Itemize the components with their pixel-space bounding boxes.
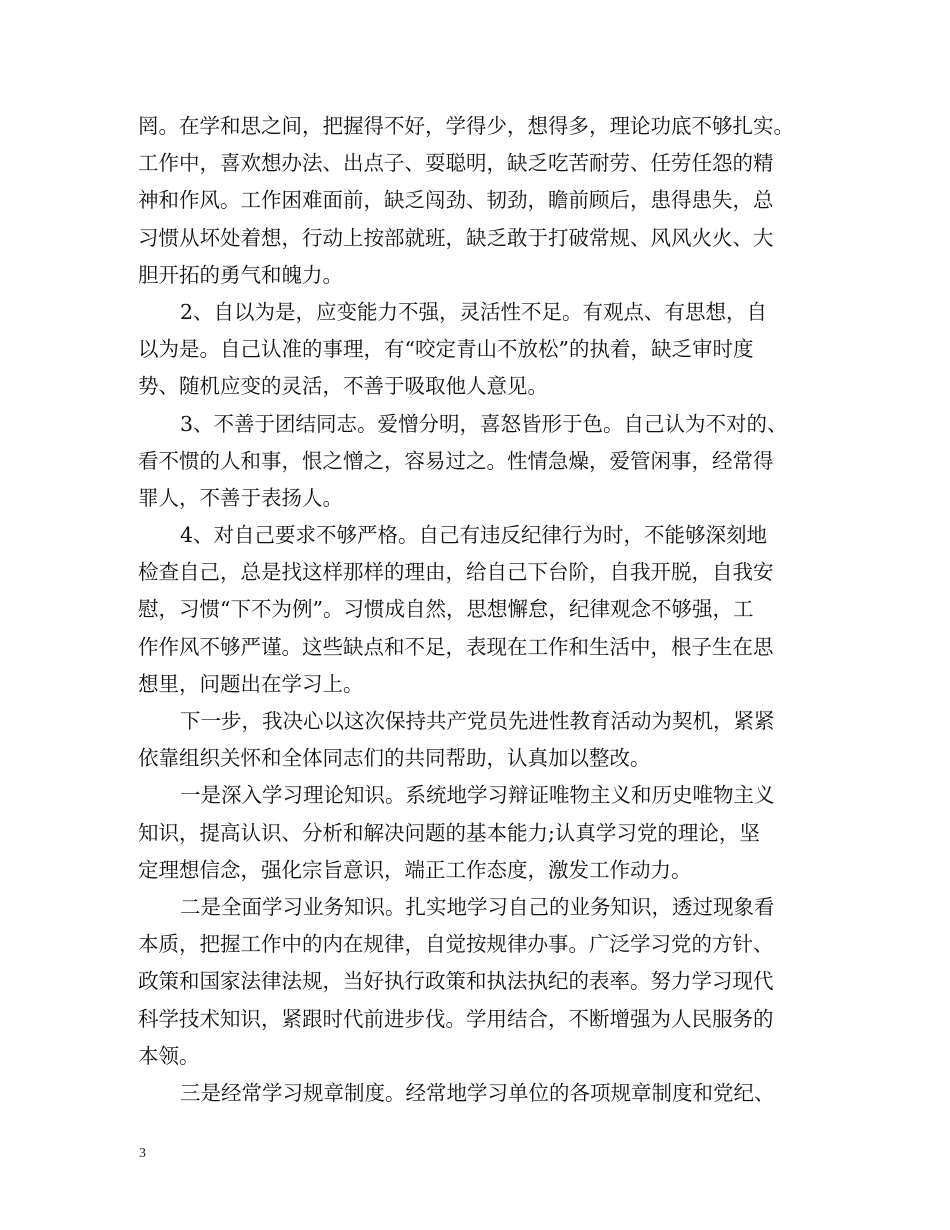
text-line: 二是全面学习业务知识。扎实地学习自己的业务知识，透过现象看 [180,894,775,919]
text-line: 本领。 [138,1043,200,1068]
text-line: 政策和国家法律法规，当好执行政策和执法执纪的表率。努力学习现代 [138,969,774,994]
text-line: 检查自己，总是找这样那样的理由，给自己下台阶，自我开脱，自我安 [138,560,774,585]
text-line: 工作中，喜欢想办法、出点子、耍聪明，缺乏吃苦耐劳、任劳任怨的精 [138,151,774,176]
text-line: 依靠组织关怀和全体同志们的共同帮助，认真加以整改。 [138,746,651,771]
text-line: 习惯从坏处着想，行动上按部就班，缺乏敢于打破常规、风风火火、大 [138,225,774,250]
text-line: 罪人，不善于表扬人。 [138,485,343,510]
text-line: 下一步，我决心以这次保持共产党员先进性教育活动为契机，紧紧 [180,709,775,733]
text-line: 3、不善于团结同志。爱憎分明，喜怒皆形于色。自己认为不对的、 [180,411,788,436]
text-line: 三是经常学习规章制度。经常地学习单位的各项规章制度和党纪、 [180,1080,775,1105]
text-line: 知识，提高认识、分析和解决问题的基本能力;认真学习党的理论，坚 [138,820,760,845]
text-line: 4、对自己要求不够严格。自己有违反纪律行为时，不能够深刻地 [180,523,768,548]
text-line: 慰，习惯“下不为例”。习惯成自然，思想懈怠，纪律观念不够强，工 [138,597,754,622]
text-line: 一是深入学习理论知识。系统地学习辩证唯物主义和历史唯物主义 [180,783,775,808]
text-line: 本质，把握工作中的内在规律，自觉按规律办事。广泛学习党的方针、 [138,932,774,957]
text-line: 2、自以为是，应变能力不强，灵活性不足。有观点、有思想，自 [180,299,768,324]
body-text [138,108,838,1112]
text-line: 神和作风。工作困难面前，缺乏闯劲、韧劲，瞻前顾后，患得患失，总 [138,188,774,213]
text-line: 定理想信念，强化宗旨意识，端正工作态度，激发工作动力。 [138,857,692,882]
text-line: 以为是。自己认准的事理，有“咬定青山不放松”的执着，缺乏审时度 [138,337,754,362]
text-line: 看不惯的人和事，恨之憎之，容易过之。性情急燥，爱管闲事，经常得 [138,448,774,473]
text-line: 罔。在学和思之间，把握得不好，学得少，想得多，理论功底不够扎实。 [138,114,794,138]
text-line: 势、随机应变的灵活，不善于吸取他人意见。 [138,374,548,399]
text-line: 科学技术知识，紧跟时代前进步伐。学用结合，不断增强为人民服务的 [138,1006,774,1031]
page-number: 3 [139,1146,146,1161]
text-line: 作作风不够严谨。这些缺点和不足，表现在工作和生活中，根子生在思 [138,634,774,659]
text-line: 胆开拓的勇气和魄力。 [138,262,343,287]
text-line: 想里，问题出在学习上。 [138,671,364,696]
